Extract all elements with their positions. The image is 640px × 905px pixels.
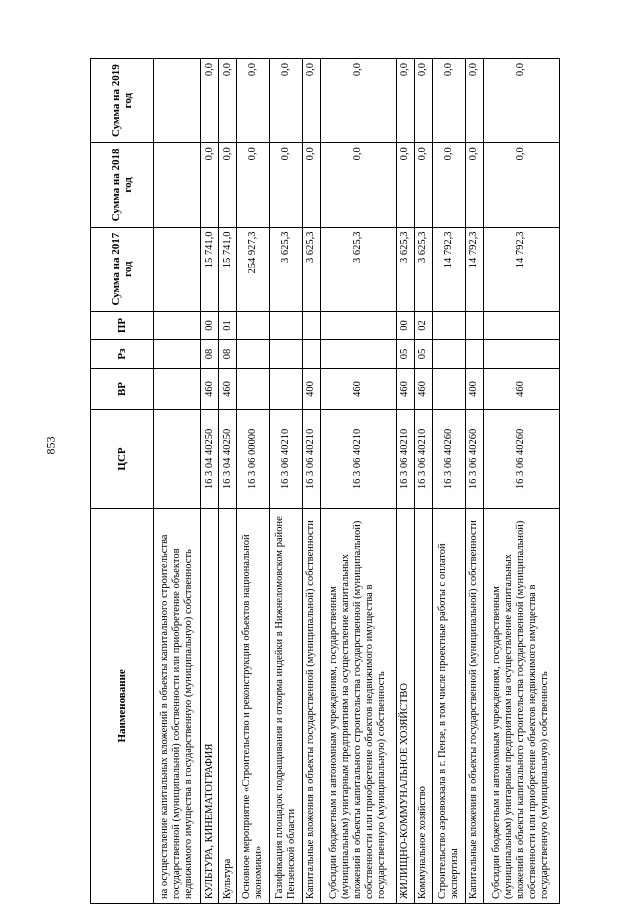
cell-csr: 16 3 06 40260 <box>483 410 559 508</box>
cell-sum-2017: 3 625,3 <box>396 227 414 311</box>
cell-rz <box>320 340 396 369</box>
cell-vr: 400 <box>302 368 320 409</box>
cell-name: Капитальные вложения в объекты государственной (муниципальной) собственности <box>465 508 483 903</box>
cell-rz <box>302 340 320 369</box>
cell-sum-2019: 0,0 <box>269 59 302 143</box>
cell-pr <box>237 311 270 340</box>
cell-sum-2018: 0,0 <box>237 143 270 227</box>
header-row <box>91 59 154 904</box>
table-row <box>269 59 302 904</box>
cell-csr: 16 3 06 40210 <box>320 410 396 508</box>
cell-sum-2019 <box>154 59 201 143</box>
cell-vr: 460 <box>396 368 414 409</box>
header-name: Наименование <box>91 508 154 903</box>
cell-rz: 08 <box>219 340 237 369</box>
cell-sum-2019: 0,0 <box>201 59 219 143</box>
cell-rz <box>237 340 270 369</box>
cell-rz <box>433 340 466 369</box>
cell-pr <box>465 311 483 340</box>
cell-vr <box>237 368 270 409</box>
cell-vr: 460 <box>201 368 219 409</box>
table-row <box>237 59 270 904</box>
cell-name: Культура <box>219 508 237 903</box>
cell-csr: 16 3 04 40250 <box>219 410 237 508</box>
table-container <box>90 58 560 904</box>
cell-rz <box>483 340 559 369</box>
cell-name: КУЛЬТУРА, КИНЕМАТОГРАФИЯ <box>201 508 219 903</box>
header-sum-2019: Сумма на 2019 год <box>91 59 154 143</box>
cell-sum-2019: 0,0 <box>433 59 466 143</box>
cell-pr: 00 <box>396 311 414 340</box>
table-row <box>414 59 432 904</box>
cell-pr <box>320 311 396 340</box>
header-sum-2018: Сумма на 2018 год <box>91 143 154 227</box>
cell-pr <box>433 311 466 340</box>
table-row <box>433 59 466 904</box>
table-row <box>201 59 219 904</box>
cell-rz: 05 <box>414 340 432 369</box>
cell-sum-2017: 14 792,3 <box>433 227 466 311</box>
cell-pr: 00 <box>201 311 219 340</box>
table-row <box>302 59 320 904</box>
cell-sum-2019: 0,0 <box>237 59 270 143</box>
cell-sum-2018: 0,0 <box>269 143 302 227</box>
cell-sum-2018: 0,0 <box>396 143 414 227</box>
cell-sum-2019: 0,0 <box>396 59 414 143</box>
cell-csr: 16 3 06 40210 <box>396 410 414 508</box>
cell-sum-2017: 3 625,3 <box>414 227 432 311</box>
cell-csr: 16 3 06 00000 <box>237 410 270 508</box>
cell-sum-2018: 0,0 <box>219 143 237 227</box>
cell-vr: 460 <box>483 368 559 409</box>
cell-rz <box>154 340 201 369</box>
cell-name: Субсидии бюджетным и автономным учреждениям, государственным (муниципальным) унитарным предприятиям на осуществление капитальных вложений в объекты капитального строительства государственной (муниципальной) собственности или приобретение объектов недвижимого имущества в государственную (муниципальную) собственность <box>320 508 396 903</box>
table-row <box>483 59 559 904</box>
table-row <box>396 59 414 904</box>
cell-name: Коммунальное хозяйство <box>414 508 432 903</box>
table-row <box>219 59 237 904</box>
cell-vr <box>154 368 201 409</box>
cell-sum-2019: 0,0 <box>483 59 559 143</box>
table-row <box>465 59 483 904</box>
cell-sum-2019: 0,0 <box>465 59 483 143</box>
cell-name: Капитальные вложения в объекты государственной (муниципальной) собственности <box>302 508 320 903</box>
cell-pr: 02 <box>414 311 432 340</box>
cell-name: на осуществление капитальных вложений в объекты капитального строительства государственной (муниципальной) собственности или приобретение объектов недвижимого имущества в государственную (муниципальную) собственность <box>154 508 201 903</box>
cell-name: ЖИЛИЩНО-КОММУНАЛЬНОЕ ХОЗЯЙСТВО <box>396 508 414 903</box>
cell-csr: 16 3 06 40210 <box>269 410 302 508</box>
header-csr: ЦСР <box>91 410 154 508</box>
cell-sum-2018: 0,0 <box>465 143 483 227</box>
cell-sum-2018 <box>154 143 201 227</box>
cell-sum-2017 <box>154 227 201 311</box>
cell-pr <box>302 311 320 340</box>
table-row <box>154 59 201 904</box>
cell-sum-2019: 0,0 <box>320 59 396 143</box>
cell-name: Газификация площадок подращивания и откорма индейки в Нижнеломовском районе Пензенской области <box>269 508 302 903</box>
cell-rz <box>269 340 302 369</box>
cell-pr <box>269 311 302 340</box>
cell-vr <box>433 368 466 409</box>
table-row <box>320 59 396 904</box>
cell-sum-2017: 14 792,3 <box>465 227 483 311</box>
cell-name: Строительство аэровокзала в г. Пензе, в том числе проектные работы с оплатой экспертизы <box>433 508 466 903</box>
cell-vr: 460 <box>320 368 396 409</box>
cell-sum-2018: 0,0 <box>302 143 320 227</box>
cell-sum-2018: 0,0 <box>433 143 466 227</box>
cell-csr: 16 3 06 40210 <box>302 410 320 508</box>
cell-vr: 460 <box>414 368 432 409</box>
table-body <box>154 59 560 904</box>
header-pr: ПР <box>91 311 154 340</box>
cell-pr: 01 <box>219 311 237 340</box>
cell-vr: 460 <box>219 368 237 409</box>
cell-sum-2017: 254 927,3 <box>237 227 270 311</box>
cell-name: Основное мероприятие «Строительство и реконструкция объектов национальной экономики» <box>237 508 270 903</box>
cell-sum-2017: 3 625,3 <box>302 227 320 311</box>
cell-name: Субсидии бюджетным и автономным учреждениям, государственным (муниципальным) унитарным предприятиям на осуществление капитальных вложений в объекты капитального строительства государственной (муниципальной) собственности или приобретение объектов недвижимого имущества в государственную (муниципальную) собственность <box>483 508 559 903</box>
cell-csr: 16 3 04 40250 <box>201 410 219 508</box>
cell-pr <box>154 311 201 340</box>
cell-sum-2017: 15 741,0 <box>201 227 219 311</box>
budget-table <box>90 58 560 904</box>
cell-sum-2019: 0,0 <box>414 59 432 143</box>
cell-sum-2018: 0,0 <box>320 143 396 227</box>
cell-csr: 16 3 06 40260 <box>465 410 483 508</box>
cell-csr: 16 3 06 40210 <box>414 410 432 508</box>
cell-sum-2017: 3 625,3 <box>269 227 302 311</box>
cell-rz: 05 <box>396 340 414 369</box>
cell-csr: 16 3 06 40260 <box>433 410 466 508</box>
cell-sum-2019: 0,0 <box>302 59 320 143</box>
cell-csr <box>154 410 201 508</box>
page-number: 853 <box>43 436 58 455</box>
header-rz: Рз <box>91 340 154 369</box>
cell-sum-2017: 14 792,3 <box>483 227 559 311</box>
cell-sum-2018: 0,0 <box>201 143 219 227</box>
cell-rz <box>465 340 483 369</box>
cell-vr: 400 <box>465 368 483 409</box>
cell-sum-2019: 0,0 <box>219 59 237 143</box>
header-vr: ВР <box>91 368 154 409</box>
header-sum-2017: Сумма на 2017 год <box>91 227 154 311</box>
cell-sum-2018: 0,0 <box>483 143 559 227</box>
cell-sum-2018: 0,0 <box>414 143 432 227</box>
cell-rz: 08 <box>201 340 219 369</box>
cell-pr <box>483 311 559 340</box>
cell-sum-2017: 3 625,3 <box>320 227 396 311</box>
cell-sum-2017: 15 741,0 <box>219 227 237 311</box>
cell-vr <box>269 368 302 409</box>
